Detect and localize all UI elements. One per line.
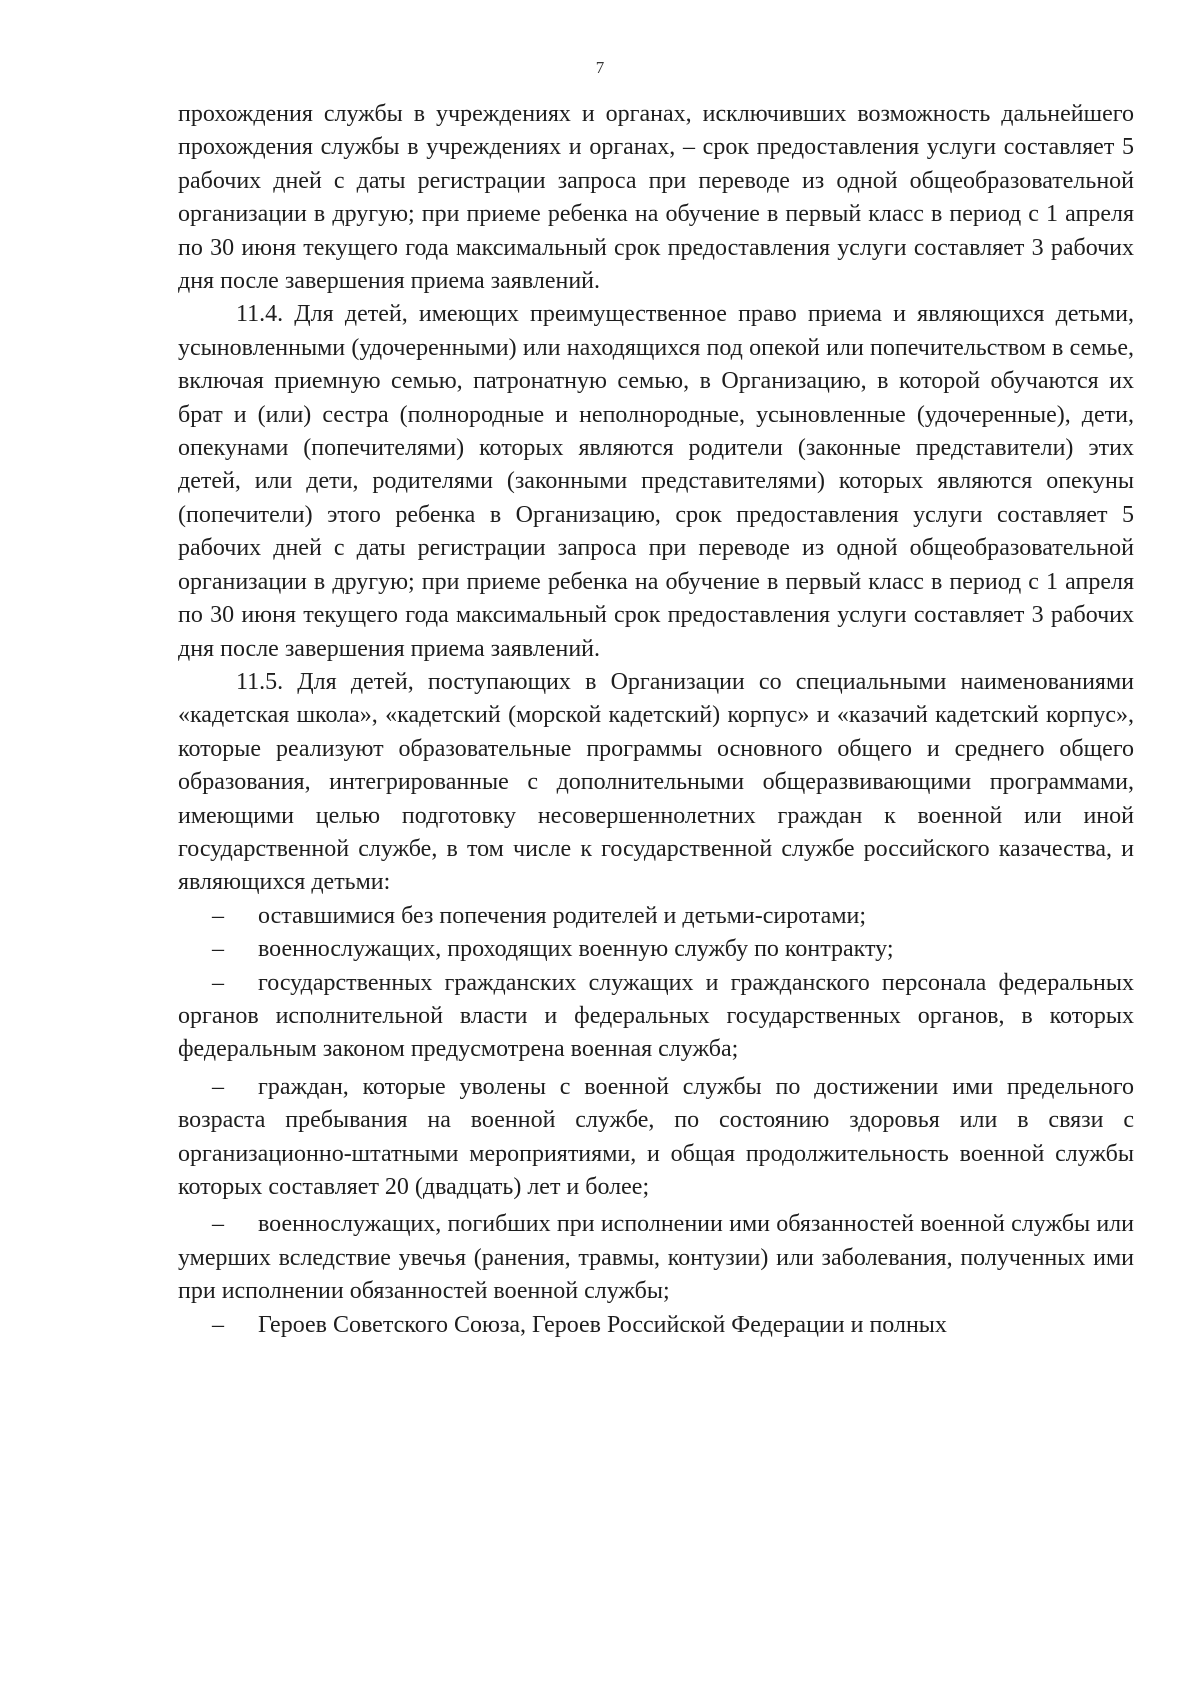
dash-marker: – bbox=[212, 936, 224, 963]
list-item-text: Героев Советского Союза, Героев Российской Федерации и полных bbox=[258, 1311, 947, 1338]
list-item bbox=[178, 1309, 1134, 1342]
dash-marker: – bbox=[212, 969, 224, 996]
paragraph-continuation: прохождения службы в учреждениях и органах, исключивших возможность дальнейшего прохождения службы в учреждениях и органах, – срок предоставления услуги составляет 5 рабочих дней с даты регистрации запроса при переводе из одной общеобразовательной организации в другую; при приеме ребенка на обучение в первый класс в период с 1 апреля по 30 июня текущего года максимальный срок предоставления услуги составляет 3 рабочих дня после завершения приема заявлений. bbox=[178, 101, 1134, 295]
dash-marker: – bbox=[212, 1211, 224, 1238]
list-item-text: военнослужащих, погибших при исполнении ими обязанностей военной службы или умерших вследствие увечья (ранения, травмы, контузии) или заболевания, полученных ими при исполнении обязанностей военной службы; bbox=[178, 1211, 1134, 1305]
paragraph-11-4: 11.4. Для детей, имеющих преимущественное право приема и являющихся детьми, усыновленными (удочеренными) или находящихся под опекой или попечительством в семье, включая приемную семью, патронатную семью, в Организацию, в которой обучаются их брат и (или) сестра (полнородные и неполнородные, усыновленные (удочеренные), дети, опекунами (попечителями) которых являются родители (законные представители) этих детей, или дети, родителями (законными представителями) которых являются опекуны (попечители) этого ребенка в Организацию, срок предоставления услуги составляет 5 рабочих дней с даты регистрации запроса при переводе из одной общеобразовательной организации в другую; при приеме ребенка на обучение в первый класс в период с 1 апреля по 30 июня текущего года максимальный срок предоставления услуги составляет 3 рабочих дня после завершения приема заявлений. bbox=[178, 301, 1134, 662]
dash-marker: – bbox=[212, 902, 224, 929]
list-item bbox=[178, 1071, 1134, 1205]
list-item bbox=[178, 1208, 1134, 1308]
list-item bbox=[178, 933, 1134, 966]
page-number: 7 bbox=[595, 58, 605, 77]
list-item bbox=[178, 900, 1134, 933]
list-item-text: граждан, которые уволены с военной службы по достижении ими предельного возраста пребывания на военной службе, по состоянию здоровья или в связи с организационно-штатными мероприятиями, и общая продолжительность военной службы которых составляет 20 (двадцать) лет и более; bbox=[178, 1073, 1134, 1200]
list-item-text: оставшимися без попечения родителей и детьми-сиротами; bbox=[258, 902, 867, 929]
document-body bbox=[178, 98, 1134, 1342]
dash-marker: – bbox=[212, 1073, 224, 1100]
list-item-text: государственных гражданских служащих и гражданского персонала федеральных органов исполнительной власти и федеральных государственных органов, в которых федеральным законом предусмотрена военная служба; bbox=[178, 969, 1134, 1063]
dash-marker: – bbox=[212, 1311, 224, 1338]
list-item-text: военнослужащих, проходящих военную службу по контракту; bbox=[258, 936, 894, 963]
list-item bbox=[178, 967, 1134, 1067]
paragraph-11-5: 11.5. Для детей, поступающих в Организации со специальными наименованиями «кадетская школа», «кадетский (морской кадетский) корпус» и «казачий кадетский корпус», которые реализуют образовательные программы основного общего и среднего общего образования, интегрированные с дополнительными общеразвивающими программами, имеющими целью подготовку несовершеннолетних граждан к военной или иной государственной службе, в том числе к государственной службе российского казачества, и являющихся детьми: bbox=[178, 668, 1134, 896]
